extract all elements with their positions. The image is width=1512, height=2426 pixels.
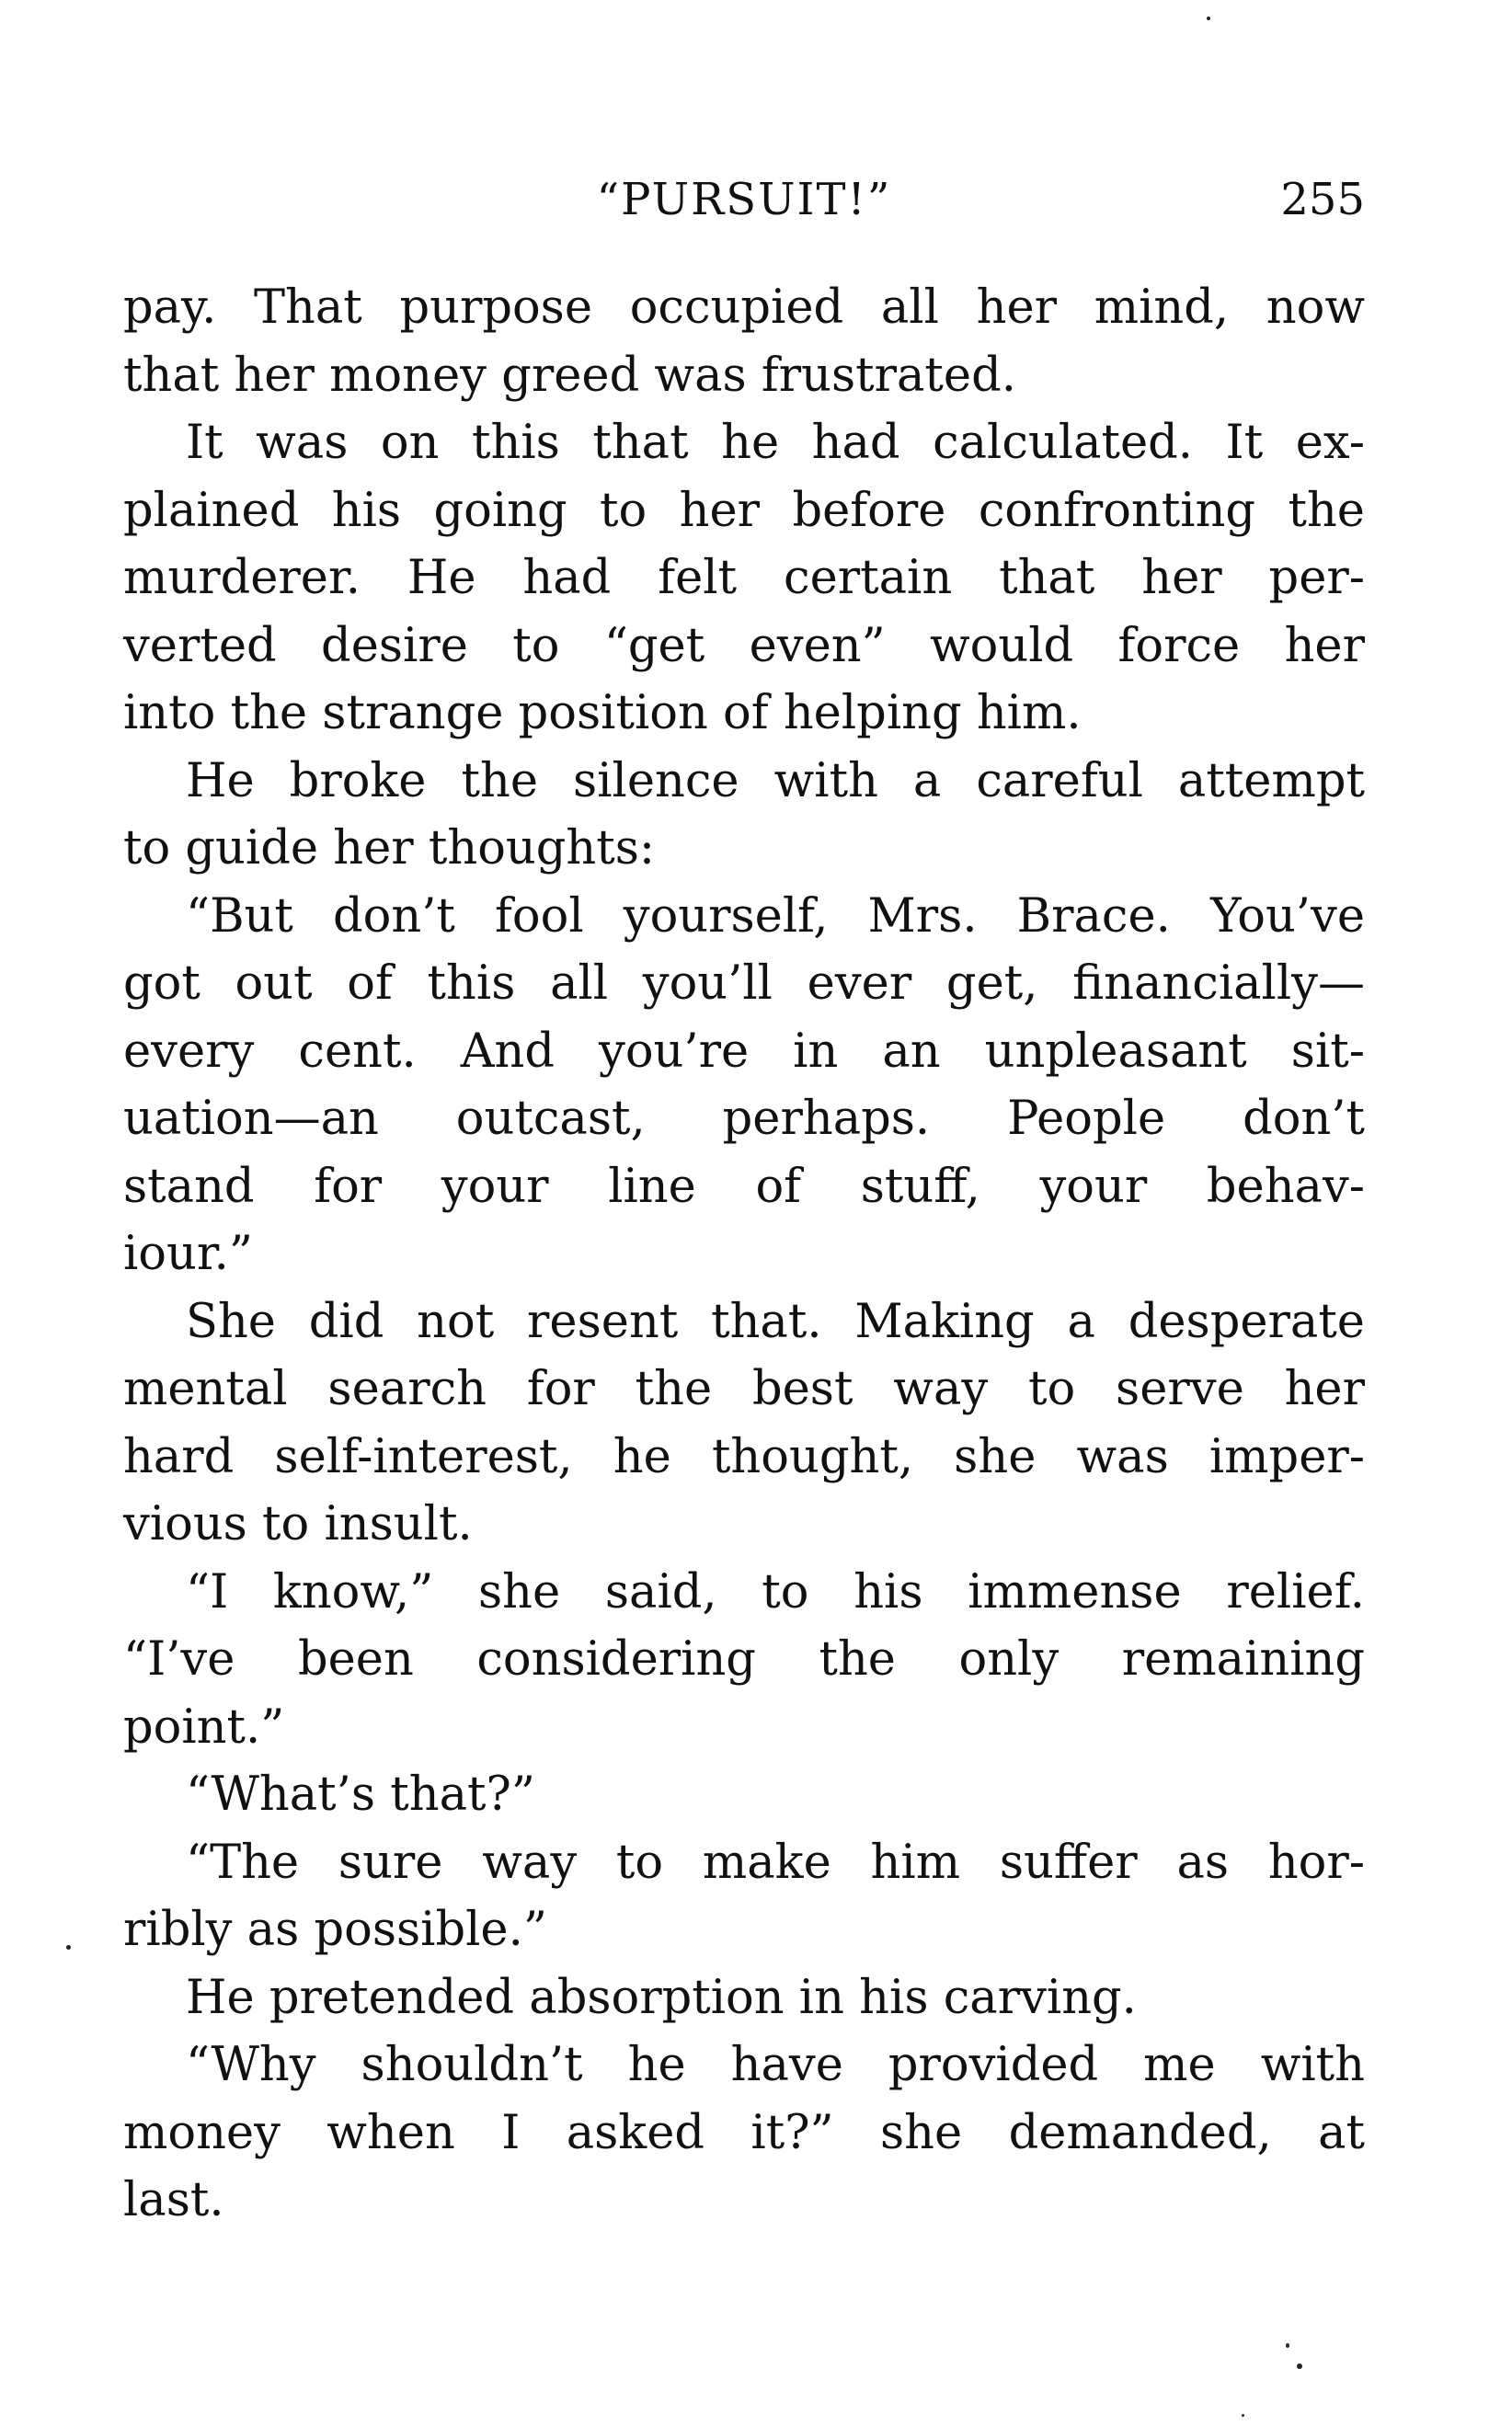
text-line: every cent. And you’re in an unpleasant sit- <box>123 1024 1365 1079</box>
scan-speck <box>66 1945 71 1950</box>
text-line: last. <box>123 2173 224 2227</box>
body-text <box>123 274 1365 2235</box>
scan-speck <box>1286 2343 1289 2348</box>
text-line: hard self-interest, he thought, she was imper- <box>123 1429 1365 1484</box>
text-line: She did not resent that. Making a desperate <box>186 1294 1365 1349</box>
text-line: uation—an outcast, perhaps. People don’t <box>123 1092 1365 1146</box>
text-line: stand for your line of stuff, your behav- <box>123 1159 1365 1214</box>
text-line: that her money greed was frustrated. <box>123 348 1016 403</box>
text-line: money when I asked it?” she demanded, at <box>123 2105 1365 2160</box>
text-line: pay. That purpose occupied all her mind, now <box>123 280 1365 335</box>
scan-speck <box>1207 17 1210 20</box>
text-line: murderer. He had felt certain that her per- <box>123 551 1365 605</box>
text-line: “I know,” she said, to his immense relief. <box>186 1564 1365 1619</box>
text-line: got out of this all you’ll ever get, financially— <box>123 956 1365 1011</box>
text-line: verted desire to “get even” would force her <box>123 618 1365 673</box>
text-line: plained his going to her before confronting the <box>123 483 1365 538</box>
text-line: “What’s that?” <box>186 1768 535 1822</box>
text-line: He broke the silence with a careful attempt <box>186 753 1365 808</box>
text-line: “Why shouldn’t he have provided me with <box>186 2038 1365 2092</box>
text-line: into the strange position of helping him. <box>123 686 1082 740</box>
text-line: to guide her thoughts: <box>123 821 656 875</box>
running-title: “PURSUIT!” <box>596 174 892 225</box>
page-header <box>123 167 1365 232</box>
text-line: point.” <box>123 1699 285 1755</box>
text-line: mental search for the best way to serve her <box>123 1362 1365 1416</box>
text-line: It was on this that he had calculated. It ex- <box>186 416 1365 470</box>
text-line: “I’ve been considering the only remaining <box>123 1632 1365 1687</box>
text-line: “But don’t fool yourself, Mrs. Brace. You’ve <box>186 888 1365 944</box>
text-line: “The sure way to make him suffer as hor- <box>186 1835 1365 1890</box>
page-number: 255 <box>1280 174 1365 225</box>
text-line: ribly as possible.” <box>123 1903 547 1957</box>
text-line: He pretended absorption in his carving. <box>186 1970 1137 2025</box>
scan-speck <box>1242 2414 1244 2417</box>
text-line: iour.” <box>123 1227 253 1281</box>
scan-speck <box>1297 2363 1302 2369</box>
text-line: vious to insult. <box>123 1497 473 1551</box>
